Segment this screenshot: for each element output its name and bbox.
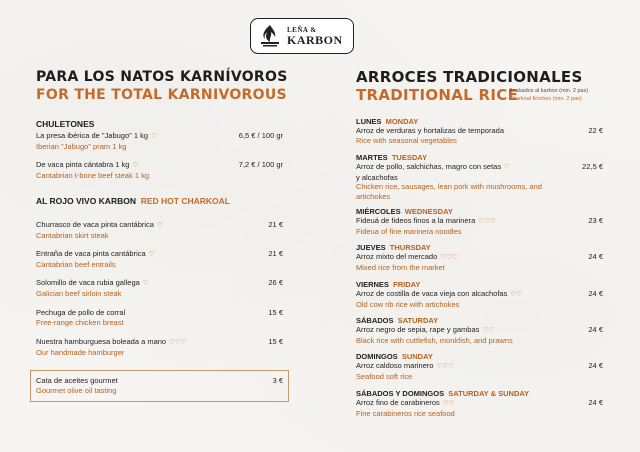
item-name-en: Fine carabineros rice seafood [356, 408, 455, 418]
item-price: 21 € [268, 249, 283, 258]
item-name-es: La presa ibérica de "Jabugo" 1 kg [36, 131, 149, 140]
allergen-icon: ♡ [148, 251, 155, 258]
day-es: SÁBADOS Y DOMINGOS [356, 389, 445, 398]
item-name-es-2: y alcachofas [356, 172, 398, 182]
day-es: LUNES [356, 117, 382, 126]
allergen-icon: ♡ [504, 164, 510, 171]
item-name-es: Arroz fino de carabineros [356, 398, 440, 407]
day-es: VIERNES [356, 280, 389, 289]
left-title-es: PARA LOS NATOS KARNÍVOROS [36, 69, 288, 85]
allergen-icon: ♡♡♡ [169, 339, 187, 346]
item-name-en: Free-range chicken breast [36, 317, 124, 327]
list-item [36, 160, 149, 180]
item-name-en-2: artichokes [356, 191, 391, 201]
item-price: 23 € [588, 216, 603, 225]
list-item [356, 289, 522, 309]
day-es: SÁBADOS [356, 316, 394, 325]
list-item [36, 337, 187, 357]
allergen-icon: ♡♡ [510, 291, 522, 298]
note-es: Acabados al karbon (min. 2 pax) [509, 88, 589, 94]
item-name-en: Black rice with cuttlefish, monkfish, and prawns [356, 335, 513, 345]
list-item [36, 376, 118, 395]
day-en: SATURDAY [397, 316, 439, 325]
item-name-en: Our handmade hamburger [36, 347, 125, 357]
list-item [356, 325, 513, 345]
item-name-es: Nuestra hamburguesa boleada a mano [36, 337, 167, 346]
allergen-icon: ♡ [156, 222, 163, 229]
item-price: 24 € [588, 398, 603, 407]
flame-grill-icon [257, 23, 283, 49]
item-price: 7,2 € / 100 gr [238, 160, 283, 169]
item-name-es: Arroz de verduras y hortalizas de temporada [356, 126, 504, 135]
item-name-es: Churrasco de vaca pinta cantábrica [36, 220, 154, 229]
day-es: MARTES [356, 153, 388, 162]
item-price: 22,5 € [582, 162, 603, 171]
list-item [356, 126, 504, 145]
day-en: FRIDAY [393, 280, 421, 289]
item-price: 26 € [268, 278, 283, 287]
item-name-es: Fideuá de fideos finos a la marinera [356, 216, 476, 225]
item-name-en: Cantabrian beef entrails [36, 259, 116, 269]
day-en: TUESDAY [391, 153, 427, 162]
item-price: 21 € [268, 220, 283, 229]
allergen-icon: ♡♡♡ [436, 363, 455, 370]
item-price: 24 € [588, 252, 603, 261]
list-item [36, 249, 154, 269]
rojo-heading [36, 196, 230, 206]
day-es: DOMINGOS [356, 352, 398, 361]
restaurant-logo [250, 18, 354, 54]
day-en: MONDAY [385, 117, 419, 126]
item-name-en: Cantabrian t-bone beef steak 1 kg [36, 170, 149, 180]
item-price: 24 € [588, 361, 603, 370]
item-name-es: Arroz negro de sepia, rape y gambas [356, 325, 480, 334]
list-item [36, 308, 125, 327]
list-item [36, 278, 149, 298]
day-en: THURSDAY [389, 243, 431, 252]
allergen-icon: ♡ [151, 133, 157, 140]
list-item [36, 220, 163, 240]
rojo-heading-es: AL ROJO VIVO KARBON [36, 196, 136, 206]
allergen-icon: ♡♡♡ [440, 254, 458, 261]
item-price: 6,5 € / 100 gr [238, 131, 283, 140]
list-item [356, 361, 454, 381]
item-price: 22 € [588, 126, 603, 135]
item-price: 15 € [268, 337, 283, 346]
item-price: 24 € [588, 325, 603, 334]
item-name-en: Mixed rice from the market [356, 262, 445, 272]
item-name-es: Arroz caldoso marinero [356, 361, 434, 370]
right-title-en: TRADITIONAL RICE [356, 86, 519, 104]
item-name-es: Arroz de costilla de vaca vieja con alcachofas [356, 289, 508, 298]
item-price: 3 € [272, 376, 283, 385]
list-item [356, 216, 496, 236]
day-es: MIÉRCOLES [356, 207, 401, 216]
item-name-en: Old cow rib rice with artichokes [356, 299, 460, 309]
item-name-en: Iberian "Jabugo" pram 1 kg [36, 141, 127, 151]
item-name-es: Arroz mixto del mercado [356, 252, 438, 261]
list-item [356, 398, 455, 418]
item-name-en: Gourmet olive oil tasting [36, 385, 117, 395]
logo-line-2: KARBON [287, 32, 343, 47]
item-name-es: Arroz de pollo, salchichas, magro con setas [356, 162, 502, 171]
item-name-en: Fideua of fine marinera noodles [356, 226, 462, 236]
allergen-icon: ♡♡ [442, 400, 455, 407]
allergen-icon: ♡ [142, 280, 149, 287]
chuletones-heading: CHULETONES [36, 119, 95, 129]
note-en: Charkoal finishes (min. 2 pax) [509, 96, 582, 102]
item-name-en: Cantabrian skirt steak [36, 230, 109, 240]
item-name-es: Cata de aceites gourmet [36, 376, 118, 385]
day-en: WEDNESDAY [404, 207, 453, 216]
item-name-es: Solomillo de vaca rubia gallega [36, 278, 140, 287]
day-en: SUNDAY [401, 352, 433, 361]
allergen-icon: ♡ [132, 162, 139, 169]
item-price: 24 € [588, 289, 603, 298]
item-name-en: Galician beef sirloin steak [36, 288, 122, 298]
item-name-en: Chicken rice, sausages, lean pork with mushrooms, and [356, 182, 542, 191]
item-price: 15 € [268, 308, 283, 317]
item-name-es: Pechuga de pollo de corral [36, 308, 126, 317]
day-en: SATURDAY & SUNDAY [448, 389, 530, 398]
logo-line-1: LEÑA & [287, 25, 317, 34]
list-item [356, 252, 458, 272]
left-title-en: FOR THE TOTAL KARNIVOROUS [36, 87, 287, 103]
right-title-es: ARROCES TRADICIONALES [356, 68, 583, 86]
list-item [356, 162, 542, 201]
allergen-icon: ♡♡♡ [478, 218, 496, 225]
item-name-es: De vaca pinta cántabra 1 kg [36, 160, 130, 169]
day-es: JUEVES [356, 243, 386, 252]
item-name-es: Entraña de vaca pinta cantábrica [36, 249, 146, 258]
allergen-icon: ♡♡ [482, 327, 495, 334]
item-name-en: Seafood soft rice [356, 371, 413, 381]
item-name-en: Rice with seasonal vegetables [356, 135, 457, 145]
rojo-heading-en: RED HOT CHARKOAL [140, 196, 230, 206]
list-item [36, 131, 157, 151]
